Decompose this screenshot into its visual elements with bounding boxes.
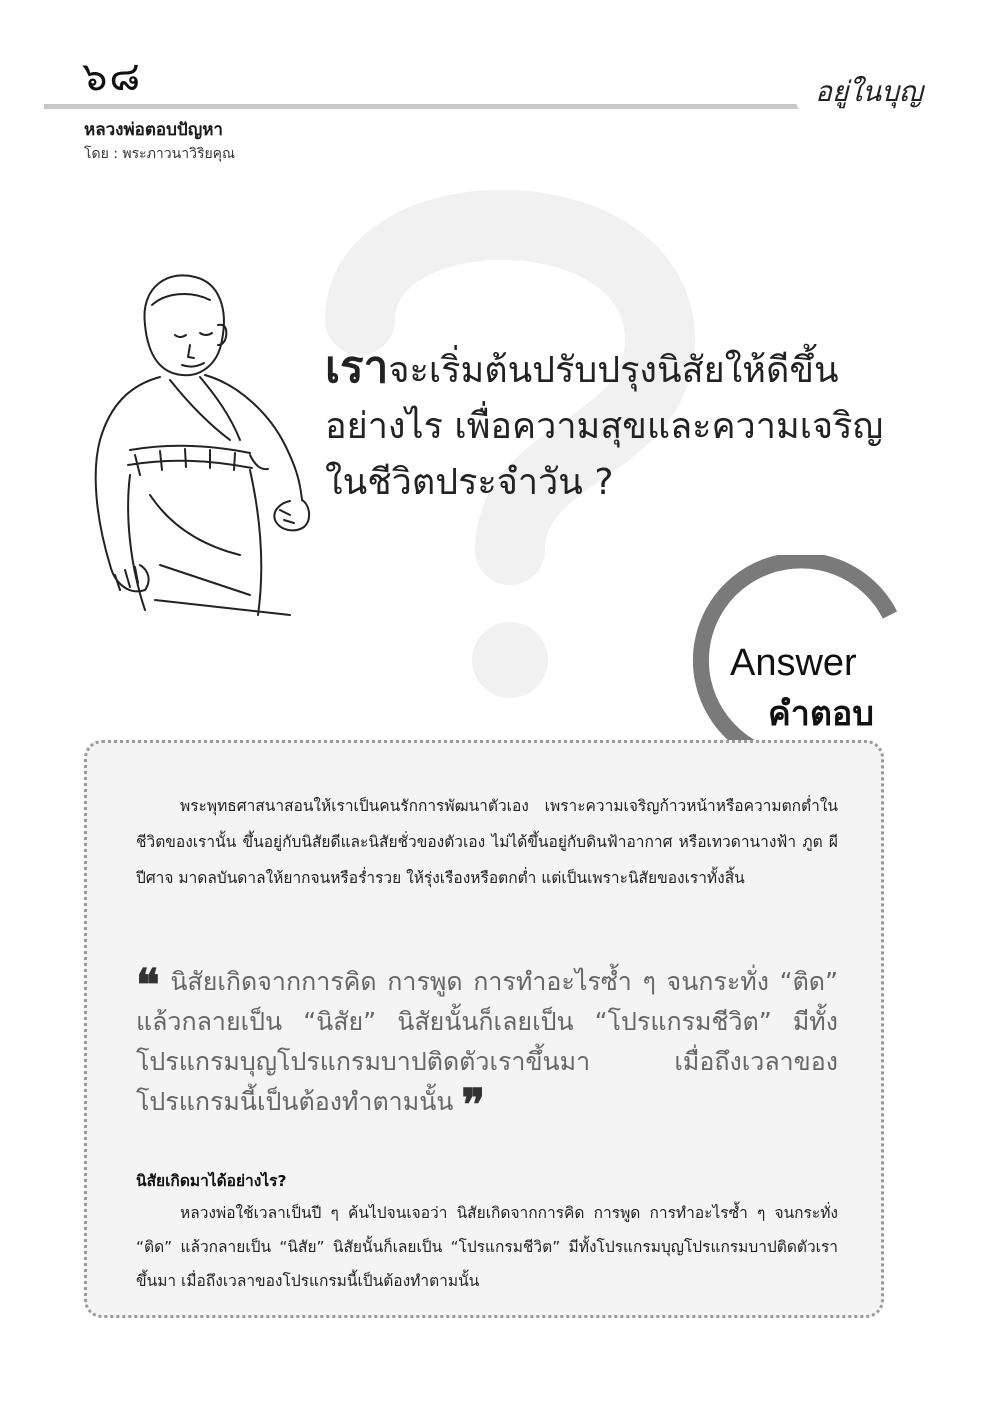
author-line: โดย : พระภาวนาวิริยคุณ: [84, 146, 236, 162]
quote-close-mark: ❞: [461, 1080, 486, 1131]
question-lead: เรา: [325, 342, 389, 393]
answer-body-paragraph: หลวงพ่อใช้เวลาเป็นปี ๆ ค้นไปจนเจอว่า นิสัยเกิดจากการคิด การพูด การทำอะไรซ้ำ ๆ จนกระทั่ง “ติด” แล้วกลายเป็น “นิสัย” นิสัยนั้นก็เลยเป็น “โปรแกรมชีวิต” มีทั้งโปรแกรมบุญโปรแกรมบาปติดตัวเราขึ้นมา เมื่อถึงเวลาของโปรแกรมนี้เป็นต้องทำตามนั้น: [136, 1204, 838, 1290]
answer-label-en: Answer: [730, 642, 857, 684]
section-logo: อยู่ในบุญ: [794, 60, 944, 124]
question-body: จะเริ่มต้นปรับปรุงนิสัยให้ดีขึ้น อย่างไร เพื่อความสุขและความเจริญ ในชีวิตประจำวัน ?: [325, 350, 884, 503]
pull-quote: [136, 960, 838, 1131]
answer-intro-paragraph: พระพุทธศาสนาสอนให้เราเป็นคนรักการพัฒนาตัวเอง เพราะความเจริญก้าวหน้าหรือความตกต่ำในชีวิตของเรานั้น ขึ้นอยู่กับนิสัยดีและนิสัยชั่วของตัวเอง ไม่ได้ขึ้นอยู่กับดินฟ้าอากาศ หรือเทวดานางฟ้า ภูต ผี ปีศาจ มาดลบันดาลให้ยากจนหรือร่ำรวย ให้รุ่งเรืองหรือตกต่ำ แต่เป็นเพราะนิสัยของเราทั้งสิ้น: [136, 797, 838, 887]
question-text: [325, 340, 905, 511]
page-number: ๖๘: [82, 54, 143, 100]
pull-quote-text: นิสัยเกิดจากการคิด การพูด การทำอะไรซ้ำ ๆ จนกระทั่ง “ติด” แล้วกลายเป็น “นิสัย” นิสัยนั้นก็เลยเป็น “โปรแกรมชีวิต” มีทั้งโปรแกรมบุญโปรแกรมบาปติดตัวเราขึ้นมา เมื่อถึงเวลาของโปรแกรมนี้เป็นต้องทำตามนั้น: [136, 967, 838, 1116]
answer-label-th: คำตอบ: [768, 694, 874, 734]
column-title: หลวงพ่อตอบปัญหา: [84, 120, 223, 140]
quote-open-mark: ❝: [136, 960, 160, 1011]
subheading: นิสัยเกิดมาได้อย่างไร?: [136, 1172, 287, 1190]
monk-illustration: [90, 265, 320, 625]
